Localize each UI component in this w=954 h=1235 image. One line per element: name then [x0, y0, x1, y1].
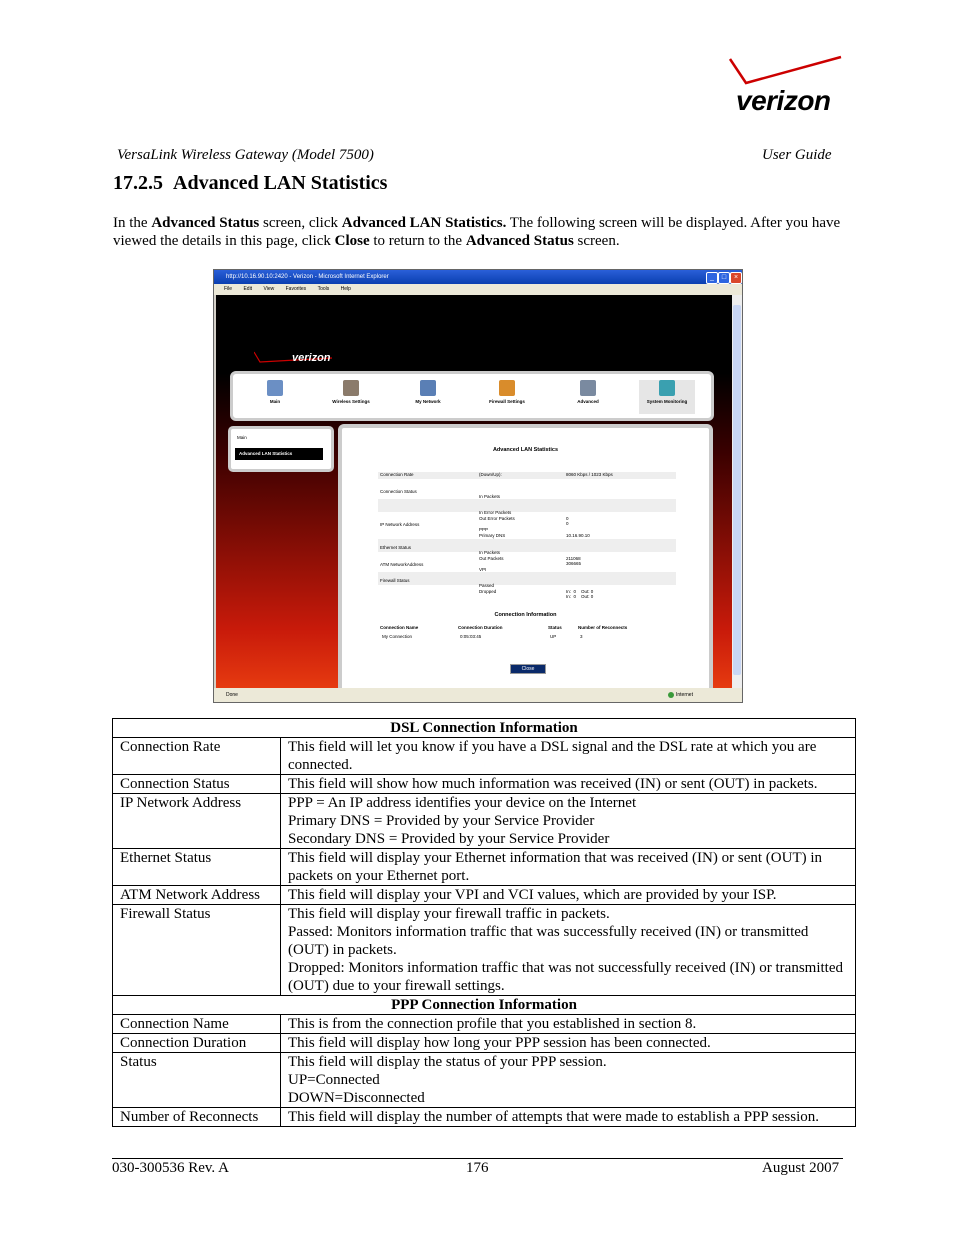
side-menu-advanced-lan-statistics[interactable]: Advanced LAN Statistics	[235, 448, 323, 460]
verizon-logo	[728, 55, 843, 125]
col-header: Number of Reconnects	[578, 625, 628, 630]
stat-values: 0 0	[566, 515, 569, 526]
menu-view[interactable]: View	[263, 286, 275, 292]
stat-values: In: 0 Out: 0 In: 0 Out: 0	[566, 588, 594, 599]
intro-text: In the	[113, 215, 152, 231]
doc-title: VersaLink Wireless Gateway (Model 7500)	[117, 147, 374, 163]
stat-label: Connection Rate	[380, 472, 414, 477]
nav-label: Main	[269, 399, 281, 404]
nav-my-network[interactable]	[400, 380, 456, 404]
scroll-thumb[interactable]	[733, 305, 741, 675]
side-menu-main[interactable]: Main	[237, 435, 247, 440]
field-description	[281, 849, 856, 886]
section-title: Advanced LAN Statistics	[173, 172, 388, 194]
col-header: Connection Duration	[458, 625, 503, 630]
table-row	[113, 1053, 856, 1108]
section-number: 17.2.5	[113, 172, 163, 194]
table-row	[113, 738, 856, 775]
stat-keys: In Packets Out Packets	[479, 550, 504, 561]
stats-panel	[338, 424, 713, 698]
intro-paragraph	[113, 214, 843, 250]
status-zone: Internet	[676, 692, 693, 698]
field-name: Connection Duration	[113, 1034, 281, 1053]
stat-label: IP Network Address	[380, 521, 420, 527]
description-line: This field will show how much information was received (IN) or sent (OUT) in packets.	[288, 776, 818, 792]
field-name: ATM Network Address	[113, 886, 281, 905]
table-row	[113, 905, 856, 996]
monitor-icon	[659, 380, 675, 396]
globe-icon	[668, 692, 674, 698]
nav-label: System Monitoring	[646, 399, 688, 404]
stat-label: ATM NetworkAddress	[380, 561, 424, 567]
menu-file[interactable]: File	[224, 286, 233, 292]
stat-keys: VPI	[479, 567, 487, 572]
status-done: Done	[226, 692, 238, 698]
col-header: Status	[548, 625, 562, 630]
table-row	[113, 1108, 856, 1127]
ppp-header: PPP Connection Information	[113, 996, 856, 1015]
description-line: This field will let you know if you have a DSL signal and the DSL rate at which you are connected.	[288, 739, 817, 773]
stat-label: Firewall Status	[380, 577, 410, 583]
field-description	[281, 1108, 856, 1127]
field-description	[281, 738, 856, 775]
nav-label: Wireless Settings	[332, 399, 370, 404]
field-description	[281, 794, 856, 849]
cell: UP	[550, 634, 557, 639]
intro-text: to return to the	[369, 233, 466, 249]
menu-edit[interactable]: Edit	[243, 286, 253, 292]
description-line: This field will display how long your PPP session has been connected.	[288, 1035, 711, 1051]
stat-values: 211068 306665	[566, 555, 582, 566]
nav-label: Advanced	[577, 399, 599, 404]
intro-text: screen.	[573, 233, 620, 249]
nav-system-monitoring[interactable]	[639, 380, 695, 414]
cell: 3	[580, 634, 583, 639]
description-line: This field will display the status of your PPP session.	[288, 1054, 607, 1070]
menu-help[interactable]: Help	[340, 286, 351, 292]
nav-label: My Network	[415, 399, 441, 404]
field-name: Connection Name	[113, 1015, 281, 1034]
description-line: Passed: Monitors information traffic that was successfully received (IN) or transmitted (OUT) in packets.	[288, 924, 809, 958]
field-description	[281, 1015, 856, 1034]
field-description	[281, 886, 856, 905]
field-description	[281, 905, 856, 996]
description-line: Secondary DNS = Provided by your Service Provider	[288, 831, 610, 847]
intro-text: The following screen will be displayed. After you have viewed the details in this page, click	[113, 215, 841, 249]
network-icon	[420, 380, 436, 396]
minimize-icon[interactable]: _	[706, 272, 718, 284]
stat-label: Ethernet Status	[380, 544, 412, 550]
field-description	[281, 775, 856, 794]
menu-favorites[interactable]: Favorites	[285, 286, 307, 292]
description-line: This field will display your Ethernet information that was received (IN) or sent (OUT) in packets on your Ethernet port.	[288, 850, 823, 884]
stat-keys: In Packets	[479, 494, 501, 499]
advanced-icon	[580, 380, 596, 396]
table-row	[113, 1034, 856, 1053]
field-name: IP Network Address	[113, 794, 281, 849]
intro-text: screen, click	[259, 215, 342, 231]
menu-tools[interactable]: Tools	[317, 286, 330, 292]
field-description	[281, 1053, 856, 1108]
firewall-icon	[499, 380, 515, 396]
close-button[interactable]: Close	[510, 664, 546, 674]
intro-bold: Advanced LAN Statistics.	[341, 215, 507, 231]
section-heading	[113, 172, 387, 195]
description-line: UP=Connected	[288, 1072, 380, 1088]
nav-firewall-settings[interactable]	[479, 380, 535, 404]
close-window-icon[interactable]: ×	[730, 272, 742, 284]
maximize-icon[interactable]: □	[718, 272, 730, 284]
stat-row	[378, 556, 676, 572]
stat-values: 8060 Kbps / 1023 Kbps	[566, 472, 613, 477]
stat-row	[378, 572, 676, 599]
stat-keys: (Down/Up):	[479, 472, 502, 477]
verizon-logo: verizon	[292, 352, 331, 364]
col-header: Connection Name	[380, 625, 419, 630]
window-titlebar	[214, 270, 742, 284]
description-line: Primary DNS = Provided by your Service Provider	[288, 813, 595, 829]
cell: 0:05:03:45	[460, 634, 482, 639]
description-line: This field will display the number of attempts that were made to establish a PPP session.	[288, 1109, 820, 1125]
intro-bold: Advanced Status	[465, 233, 574, 249]
field-name: Connection Status	[113, 775, 281, 794]
description-line: This field will display your firewall traffic in packets.	[288, 906, 610, 922]
wireless-icon	[343, 380, 359, 396]
description-line: This field will display your VPI and VCI values, which are provided by your ISP.	[288, 887, 777, 903]
doc-date: August 2007	[762, 1160, 840, 1176]
stat-keys: PPP Primary DNS	[479, 527, 506, 538]
main-nav	[230, 371, 714, 421]
description-line: This is from the connection profile that you established in section 8.	[288, 1016, 697, 1032]
field-name: Number of Reconnects	[113, 1108, 281, 1127]
field-name: Firewall Status	[113, 905, 281, 996]
stat-values: 10.16.90.10	[566, 532, 590, 538]
field-name: Ethernet Status	[113, 849, 281, 886]
stat-label: Connection Status	[380, 488, 417, 494]
window-title: http://10.16.90.10:2420 - Verizon - Microsoft Internet Explorer	[226, 274, 389, 280]
table-row	[113, 775, 856, 794]
cell: My Connection	[382, 634, 413, 639]
status-bar	[214, 688, 742, 702]
nav-wireless-settings[interactable]	[323, 380, 379, 404]
stat-keys: Passed Dropped	[479, 583, 497, 594]
menu-bar	[214, 284, 742, 295]
description-line: Dropped: Monitors information traffic that was not successfully received (IN) or transmitted (OUT) due to your firewall settings.	[288, 960, 843, 994]
scrollbar[interactable]	[732, 295, 742, 688]
browser-viewport	[216, 295, 732, 688]
nav-main[interactable]	[247, 380, 303, 404]
intro-bold: Advanced Status	[151, 215, 260, 231]
table-row	[113, 1015, 856, 1034]
stat-row	[378, 472, 676, 479]
field-name: Connection Rate	[113, 738, 281, 775]
stat-row	[378, 483, 676, 499]
stat-row	[378, 516, 676, 538]
logo-text: verizon	[736, 85, 831, 116]
panel-title: Advanced LAN Statistics	[492, 447, 559, 453]
nav-advanced[interactable]	[560, 380, 616, 404]
side-menu	[228, 426, 334, 472]
description-line: DOWN=Disconnected	[288, 1090, 425, 1106]
definitions-table	[112, 718, 856, 1127]
field-name: Status	[113, 1053, 281, 1108]
intro-bold: Close	[334, 233, 370, 249]
browser-screenshot	[213, 269, 743, 703]
table-row	[113, 886, 856, 905]
field-description	[281, 1034, 856, 1053]
doc-number: 030-300536 Rev. A	[112, 1160, 229, 1176]
nav-label: Firewall Settings	[489, 399, 525, 404]
table-row	[113, 849, 856, 886]
footer-rule	[112, 1158, 843, 1159]
table-row	[113, 794, 856, 849]
page-number: 176	[466, 1160, 489, 1176]
dsl-header: DSL Connection Information	[113, 719, 856, 738]
description-line: PPP = An IP address identifies your device on the Internet	[288, 795, 637, 811]
doc-type: User Guide	[762, 147, 832, 163]
main-icon	[267, 380, 283, 396]
stat-keys: In Error Packets Out Error Packets	[479, 510, 515, 521]
connection-info-title: Connection Information	[494, 612, 557, 618]
